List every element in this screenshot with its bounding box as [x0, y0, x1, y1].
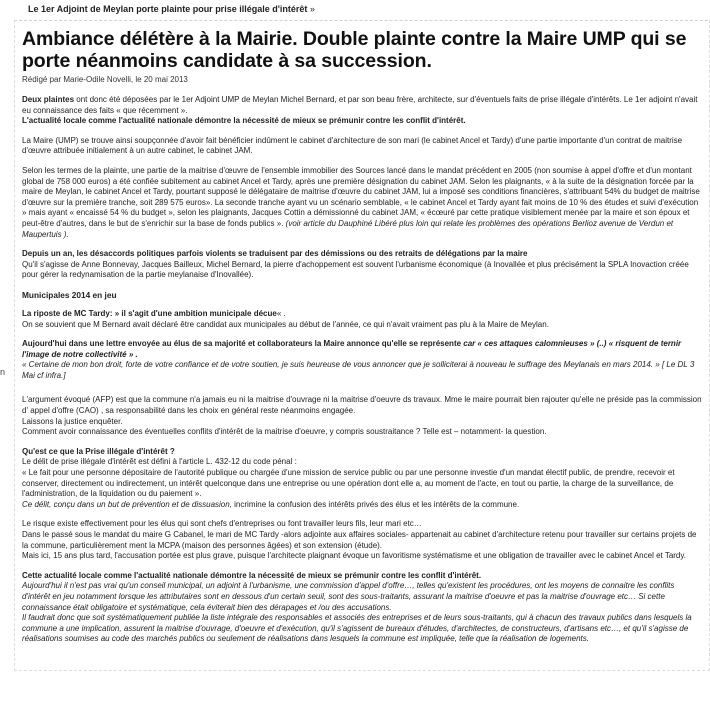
complaint-text: Selon les termes de la plainte, une partie de la maitrise d'œuvre de l'ensemble immobilier des Sources lancé dans le mandat précédent en 2005 (non soumise à appel d'offre et d'un montant global de 758 000 euros) a été confiée subitement au cabinet Ancel et Tardy, après une première désignation du cabinet JAM. Selon les plaignants, « à la suite de la désignation forcée par la maire de Meylan, le cabinet Ancel et Tardy, pourtant supposé le délégataire de maitrise d'œuvre du cabinet JAM, lui a imposé ses conditions financières, s'attribuant 54% du budget de maitrise d'œuvre sur la première tranche, soit 289 575 euros». La seconde tranche ayant vu un scénario semblable, « le cabinet Ancel et Tardy ayant fait moins de 10 % des études et suivi d'exécution » mais ayant « encaissé 54 % du budget », selon les plaignants, Jacques Cottin a démissionné du cabinet JAM, « écœuré par cette pratique visiblement menée par la maire et son époux et peut-être d'autres, dans le but de s'enrichir sur la base de fonds publics ». — [22, 165, 700, 228]
left-rail-fragment: n — [0, 367, 6, 377]
definition-italic: Ce délit, conçu dans un but de prévention et de dissuasion, — [22, 499, 232, 509]
definition-quote: « Le fait pour une personne dépositaire de l'autorité publique ou chargée d'une mission de service public ou par une personne investie d'un mandat électif public, de prendre, recevoir et conserver, directement ou indirectement, un intérêt quelconque dans une entreprise ou une opération dont elle a, au moment de l'acte, en tout ou partie, la charge de la surveillance, de l'administration, de la liquidation ou du paiement ». — [22, 468, 675, 499]
argument-text: L'argument évoqué (AFP) est que la commune n'a jamais eu ni la maitrise d'ouvrage ni la maitrise d'oeuvre ds travaux. Mme le maire pourrait bien rajouter qu'elle ne préside pas la commission d' appel d'offre (CAO) , sa responsabilité dans les choix en général reste néanmoins engagée. — [22, 395, 702, 416]
paragraph-argument — [22, 395, 702, 437]
conclusion-italic-1: Aujourd'hui il n'est pas vrai qu'un conseil municipal, un adjoint à l'urbanisme, une commission d'appel d'offre…, telles qu'existent les procédures, ont les moyens de connaitre les conflits d'intérêt en jeu notamment lorsque les attributaires sont en dessous d'un certain seuil, sont des sous-traitants, assurant la maitrise d'oeuvre et pas la maitrise d'ouvrage etc… Si cette connaissance était obligatoire et systématique, cela éviterait bien des dérapages et /ou des accusations. — [22, 581, 675, 612]
risk-line-1: Le risque existe effectivement pour les élus qui sont chefs d'entreprises ou font travailler leurs fils, leur mari etc… — [22, 519, 422, 529]
disagreements-text: Qu'il s'agisse de Anne Bonnevay, Jacques Bailleux, Michel Bernard, la pierre d'achoppement est souvent l'urbanisme économique (à Inovallée et plus précisément la SPLA Inovaction créée pour gérer la redynamisation de la partie meylanaise d'Inovallée). — [22, 259, 689, 280]
argument-question: Comment avoir connaissance des éventuelles conflits d'intérêt de la maitrise d'oeuvre, y compris soustraitance ? Telle est – notamment- la question. — [22, 427, 547, 437]
letter-bold: Aujourd'hui dans une lettre envoyée au élus de sa majorité et collaborateurs la Maire annonce qu'elle se représente — [22, 339, 462, 349]
letter-quote: « Certaine de mon bon droit, forte de votre confiance et de votre soutien, je suis heureuse de vous annoncer que je solliciterai à nouveau le suffrage des Meylanais en mars 2014. » [ Le DL 3 Mai cf infra.] — [22, 360, 695, 380]
riposte-lead-tail: « . — [276, 308, 286, 318]
definition-line: Le délit de prise illégale d'intérêt est défini à l'article L. 432-12 du code pénal : — [22, 457, 297, 467]
complaint-italic-ref: (voir article du Dauphiné Libéré plus loin qui relate les problèmes des opérations Berlioz avenue de Verdun et Maupertuis ). — [22, 218, 674, 239]
conclusion-italic-2: Il faudrait donc que soit systématiquement publiée la liste intégrale des responsables et associés des entreprises et de leurs sous-traitants, qui à chacun des travaux publics dans lesquels la commune a une implication, assurent la maitrise d'ouvrage, d'oeuvre et d'exécution, qu'il s'agissent de bureaux d'études, d'architectes, de constructeurs, d'artisans etc…, et qu'il s'agisse de réalisations soumises au code des marchés publics ou seulement de réalisations dans lesquels la commune est impliquée, telle que la réalisation de logements. — [22, 613, 692, 644]
paragraph-risk — [22, 519, 702, 561]
article — [22, 28, 702, 654]
breadcrumb-arrow: » — [309, 4, 315, 14]
paragraph-riposte — [22, 309, 702, 330]
article-title: Ambiance délétère à la Mairie. Double plainte contre la Maire UMP qui se porte néanmoins candidate à sa succession. — [22, 28, 687, 72]
definition-heading: Qu'est ce que la Prise illégale d'intérêt ? — [22, 446, 175, 456]
intro-lead: Deux plaintes — [22, 95, 75, 104]
paragraph-complaint-terms — [22, 166, 702, 240]
breadcrumb-link[interactable]: Le 1er Adjoint de Meylan porte plainte pour prise illégale d'intérêt — [28, 4, 308, 14]
left-rail — [0, 0, 14, 702]
breadcrumb-item — [28, 4, 315, 14]
breadcrumb — [14, 0, 708, 21]
definition-tail: incrimine la confusion des intérêts privés des élus et les intérêts de la commune. — [231, 499, 520, 509]
article-byline: Rédigé par Marie-Odile Novelli, le 20 mai 2013 — [22, 75, 188, 84]
conclusion-bold: Cette actualité locale comme l'actualité nationale démontre la nécessité de mieux se prémunir contre les conflit d'intérêt. — [22, 570, 482, 580]
intro-text: ont donc été déposées par le 1er Adjoint UMP de Meylan Michel Bernard, et par son beau frère, architecte, sur d'éventuels faits de prise illégale d'intérêts. Le 1er adjoint n'avait eu connaissance des faits « que récemment ». — [22, 95, 698, 115]
paragraph-suspicion: La Maire (UMP) se trouve ainsi soupçonnée d'avoir fait bénéficier indûment le cabinet d'architecture de son mari (le cabinet Ancel et Tardy) d'une partie importante d'un contrat de maitrise d'œuvre attribuée initialement à un autre cabinet, le cabinet JAM. — [22, 135, 683, 156]
paragraph-letter — [22, 339, 702, 381]
paragraph-disagreements — [22, 249, 702, 281]
risk-line-2: Dans le passé sous le mandat du maire G Cabanel, le mari de MC Tardy -alors adjointe aux affaires sociales- appartenait au cabinet d'architecture retenu pour travailler sur certains projets de la commune, particulièrement ment la MCPA (maison des personnes âgées) et son extension (étude). — [22, 530, 697, 550]
paragraph-definition — [22, 447, 702, 511]
section-heading-municipales: Municipales 2014 en jeu — [22, 289, 117, 300]
disagreements-bold: Depuis un an, les désaccords politiques parfois violents se traduisent par des démissions ou des retraits de délégations par la maire — [22, 249, 528, 259]
paragraph-intro — [22, 95, 702, 127]
paragraph-conclusion — [22, 571, 702, 645]
argument-justice: Laissons la justice enquêter. — [22, 416, 123, 426]
riposte-lead: La riposte de MC Tardy: » il s'agit d'une ambition municipale décue — [22, 308, 277, 318]
riposte-text: On se souvient que M Bernard avait déclaré être candidat aux municipales au début de l'année, ce qui n'avait vraiment pas plu à la Maire de Meylan. — [22, 319, 549, 329]
letter-bold-italic: car « ces attaques calomnieuses » (..) « risquent de ternir l'image de notre collectivité » . — [22, 339, 682, 359]
risk-line-3: Mais ici, 15 ans plus tard, l'accusation portée est plus grave, puisque l'architecte plaignant évoque un favoritisme systématisme et une obligation de travailler avec le cabinet Ancel et Tardy. — [22, 551, 687, 561]
intro-bold-line: L'actualité locale comme l'actualité nationale démontre la nécessité de mieux se prémunir contre les conflit d'intérêt. — [22, 116, 466, 126]
